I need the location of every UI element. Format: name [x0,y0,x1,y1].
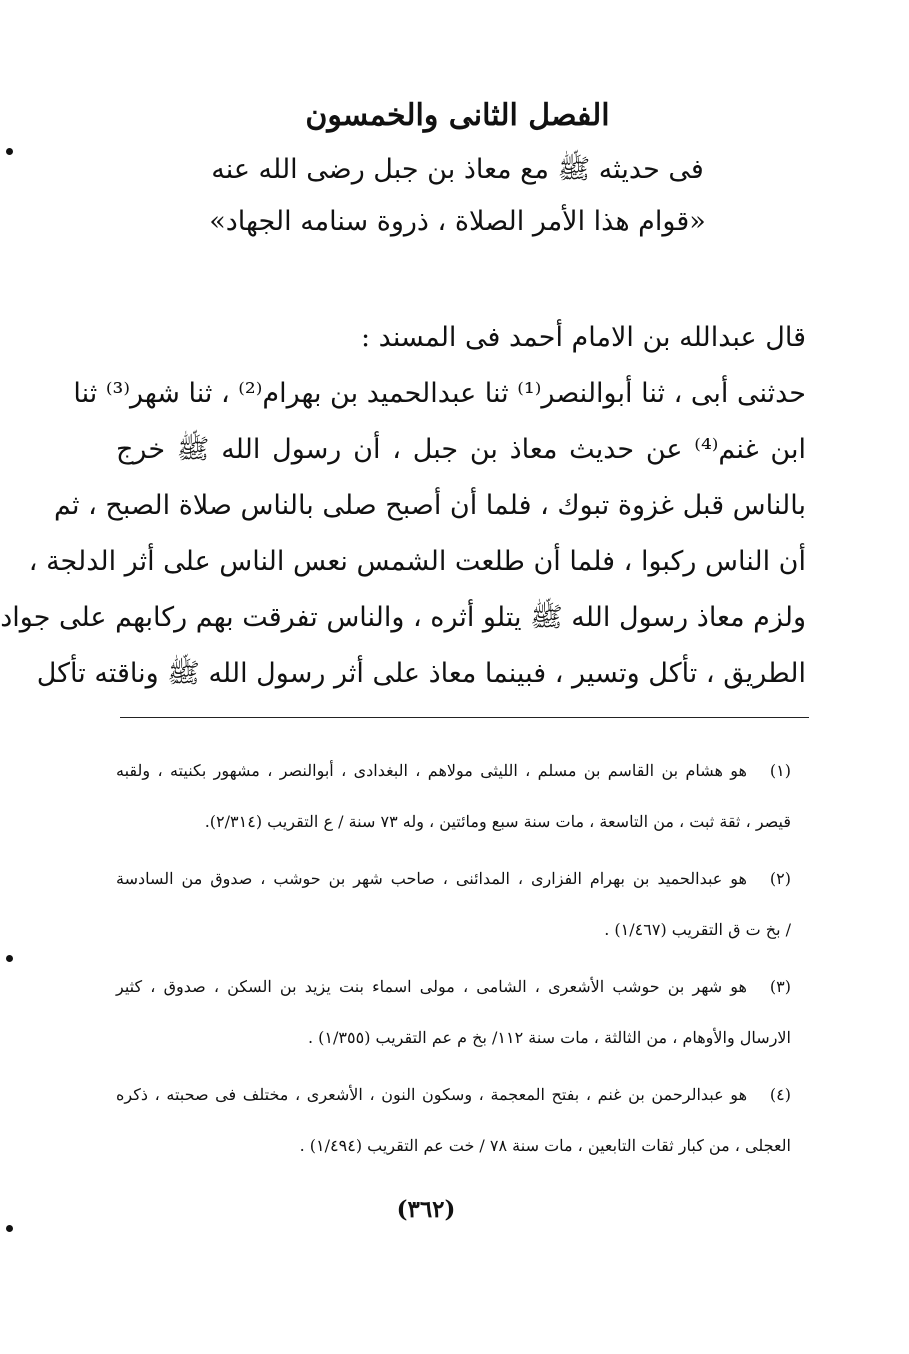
text-line: ابن غنم⁽⁴⁾ عن حديث معاذ بن جبل ، أن رسول الله ﷺ خرج [116,434,806,465]
footnote [116,1069,791,1171]
footnote [116,961,791,1063]
footnote-text: هو عبدالحميد بن بهرام الفزارى ، المدائنى ، صاحب شهر بن حوشب ، صدوق من السادسة [116,869,747,888]
footnote-text: الارسال والأوهام ، من الثالثة ، مات سنة ١١٢/ بخ م عم التقريب (١/٣٥٥) . [308,1028,791,1047]
text-line: الطريق ، تأكل وتسير ، فبينما معاذ على أثر رسول الله ﷺ وناقته تأكل [36,658,806,689]
chapter-subtitle: فى حديثه ﷺ مع معاذ بن جبل رضى الله عنه [211,154,704,185]
text-line: ولزم معاذ رسول الله ﷺ يتلو أثره ، والناس تفرقت بهم ركابهم على جواد [0,602,806,633]
text-line: حدثنى أبى ، ثنا أبوالنصر⁽¹⁾ ثنا عبدالحميد بن بهرام⁽²⁾ ، ثنا شهر⁽³⁾ ثنا [73,378,806,409]
footnote-text: قيصر ، ثقة ثبت ، من التاسعة ، مات سنة سبع ومائتين ، وله ٧٣ سنة / ع التقريب (٢/٣١٤). [204,812,791,831]
chapter-title: الفصل الثانى والخمسون [305,98,610,133]
left-margin-mark [6,1225,13,1232]
text-line: بالناس قبل غزوة تبوك ، فلما أن أصبح صلى بالناس صلاة الصبح ، ثم [54,490,806,521]
footnote-text: / بخ ت ق التقريب (١/٤٦٧) . [604,920,791,939]
footnote-number: (١) [769,761,791,780]
text-line: قال عبدالله بن الامام أحمد فى المسند : [361,322,806,353]
text-line: أن الناس ركبوا ، فلما أن طلعت الشمس نعس الناس على أثر الدلجة ، [28,546,806,577]
footnote-text: هو هشام بن القاسم بن مسلم ، الليثى مولاهم ، البغدادى ، أبوالنصر ، مشهور بكنيته ، ولقبه [116,761,747,780]
footnotes [116,745,791,1177]
footnote-number: (٤) [769,1085,792,1104]
main-text [0,310,806,702]
page-number: (٣٦٢) [396,1196,456,1223]
footnote-text: هو عبدالرحمن بن غنم ، بفتح المعجمة ، وسكون النون ، الأشعرى ، مختلف فى صحبته ، ذكره [116,1085,748,1104]
footnote [116,853,791,955]
chapter-subtitle-quote: «قوام هذا الأمر الصلاة ، ذروة سنامه الجهاد» [209,206,706,237]
footnote-text: هو شهر بن حوشب الأشعرى ، الشامى ، مولى اسماء بنت يزيد بن السكن ، صدوق ، كثير [116,977,747,996]
footnote-text: العجلى ، من كبار ثقات التابعين ، مات سنة ٧٨ / خت عم التقريب (١/٤٩٤) . [299,1136,791,1155]
left-margin-mark [6,148,13,155]
footnote-divider [120,717,809,718]
footnote-number: (٢) [769,869,791,888]
footnote [116,745,791,847]
footnote-number: (٣) [769,977,791,996]
left-margin-mark [6,955,13,962]
